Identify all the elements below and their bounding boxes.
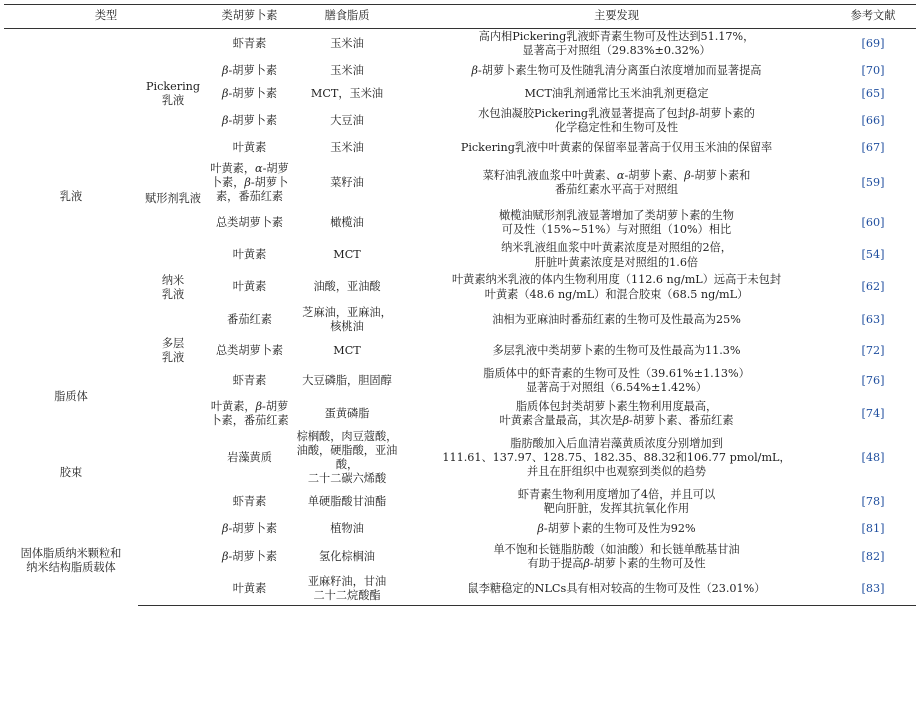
- table-row: [4, 540, 916, 573]
- carotenoid-cell: 叶黄素: [232, 140, 267, 154]
- carotenoid-cell: 番茄红素: [227, 312, 272, 326]
- empty-subcategory-cell: [138, 398, 208, 430]
- finding-cell: 水包油凝胶Pickering乳液显著提高了包封β-胡萝卜素的 化学稳定性和生物可及性: [478, 106, 755, 134]
- header-carotenoid: 类胡萝卜素: [221, 9, 278, 23]
- lipid-cell: MCT，玉米油: [310, 86, 384, 100]
- ref-cell: [74]: [861, 406, 885, 420]
- lipid-cell: 植物油: [330, 521, 364, 535]
- carotenoid-cell: 虾青素: [232, 374, 267, 388]
- header-finding: 主要发现: [403, 5, 830, 29]
- ref-cell: [67]: [861, 140, 885, 154]
- lipid-cell: 单硬脂酸甘油酯: [307, 494, 387, 508]
- empty-subcategory-cell: [138, 430, 208, 486]
- finding-cell: 单不饱和长链脂肪酸（如油酸）和长链单酰基甘油 有助于提高β-胡萝卜素的生物可及性: [493, 542, 740, 570]
- category-cell: 乳液: [59, 189, 83, 203]
- carotenoid-cell: 总类胡萝卜素: [215, 343, 284, 357]
- header-ref: 参考文献: [830, 5, 916, 29]
- carotenoid-cell: β-胡萝卜素: [222, 86, 278, 100]
- empty-subcategory-cell: [138, 573, 208, 605]
- lipid-cell: 大豆磷脂，胆固醇: [302, 374, 392, 388]
- finding-cell: 脂质体中的虾青素的生物可及性（39.61%±1.13%） 显著高于对照组（6.54%±1.42%）: [483, 367, 750, 395]
- carotenoid-cell: β-胡萝卜素: [222, 549, 278, 563]
- ref-cell: [66]: [861, 113, 885, 127]
- finding-cell: 虾青素生物利用度增加了4倍，并且可以 靶向肝脏，发挥其抗氧化作用: [517, 487, 716, 515]
- table-row: [4, 430, 916, 486]
- carotenoid-cell: 岩藻黄质: [227, 450, 272, 464]
- table-row: [4, 573, 916, 605]
- table-row: [4, 486, 916, 517]
- finding-cell: 脂肪酸加入后血清岩藻黄质浓度分别增加到 111.61、137.97、128.75、182.35、88.32和106.77 pmol/mL， 并且在肝组织中也观察到类似的趋势: [442, 436, 791, 478]
- ref-cell: [70]: [861, 63, 885, 77]
- carotenoid-cell: β-胡萝卜素: [222, 113, 278, 127]
- table-row: [4, 398, 916, 430]
- lipid-cell: 棕榈酸，肉豆蔻酸， 油酸，硬脂酸，亚油酸， 二十二碳六烯酸: [296, 429, 398, 486]
- table-row: [4, 365, 916, 398]
- header-row: [4, 5, 916, 29]
- header-carotenoid-lipid: [208, 5, 403, 29]
- data-table: [4, 4, 916, 606]
- subcategory-cell: 赋形剂乳液: [145, 192, 201, 206]
- lipid-cell: 大豆油: [330, 113, 364, 127]
- lipid-cell: 油酸，亚油酸: [313, 280, 381, 294]
- subcategory-cell: Pickering 乳液: [145, 80, 201, 108]
- ref-cell: [62]: [861, 280, 885, 294]
- category-cell: 脂质体: [54, 390, 88, 404]
- finding-cell: 菜籽油乳液血浆中叶黄素、α-胡萝卜素、β-胡萝卜素和 番茄红素水平高于对照组: [482, 168, 751, 196]
- carotenoid-cell: 叶黄素: [232, 280, 267, 294]
- carotenoid-cell: 总类胡萝卜素: [215, 215, 284, 229]
- carotenoid-cell: 虾青素: [232, 37, 267, 51]
- header-lipid: 膳食脂质: [324, 9, 370, 23]
- table-row: [4, 240, 916, 272]
- ref-cell: [54]: [861, 248, 885, 262]
- lipid-cell: 菜籽油: [330, 175, 364, 189]
- finding-cell: β-胡萝卜素生物可及性随乳清分离蛋白浓度增加而显著提高: [471, 63, 762, 77]
- carotenoid-cell: β-胡萝卜素: [222, 63, 278, 77]
- carotenoid-cell: 叶黄素: [232, 248, 267, 262]
- lipid-cell: 橄榄油: [330, 215, 364, 229]
- lipid-cell: 玉米油: [330, 140, 364, 154]
- table-row: [4, 29, 916, 60]
- lipid-cell: 亚麻籽油，甘油 二十二烷酸酯: [291, 573, 403, 605]
- category-cell: 固体脂质纳米颗粒和 纳米结构脂质载体: [20, 547, 122, 575]
- ref-cell: [76]: [861, 374, 885, 388]
- category-cell: 胶束: [59, 466, 83, 480]
- lipid-cell: 玉米油: [330, 63, 364, 77]
- header-type: 类型: [4, 5, 208, 29]
- ref-cell: [69]: [861, 37, 885, 51]
- lipid-cell: MCT: [333, 343, 361, 357]
- empty-subcategory-cell: [138, 517, 208, 540]
- finding-cell: 脂质体包封类胡萝卜素生物利用度最高， 叶黄素含量最高，其次是β-胡萝卜素、番茄红素: [499, 399, 734, 427]
- ref-cell: [83]: [830, 573, 916, 605]
- carotenoid-cell: 叶黄素: [208, 573, 291, 605]
- finding-cell: Pickering乳液中叶黄素的保留率显著高于仅用玉米油的保留率: [460, 140, 773, 154]
- ref-cell: [65]: [861, 86, 885, 100]
- ref-cell: [60]: [861, 215, 885, 229]
- empty-subcategory-cell: [138, 486, 208, 517]
- lipid-cell: 玉米油: [330, 37, 364, 51]
- carotenoid-cell: 虾青素: [232, 494, 267, 508]
- ref-cell: [72]: [861, 343, 885, 357]
- lipid-cell: 蛋黄磷脂: [324, 406, 370, 420]
- finding-cell: 油相为亚麻油时番茄红素的生物可及性最高为25%: [492, 312, 741, 326]
- lipid-cell: 芝麻油，亚麻油， 核桃油: [302, 305, 392, 333]
- subcategory-cell: 多层 乳液: [161, 336, 185, 364]
- finding-cell: 橄榄油赋形剂乳液显著增加了类胡萝卜素的生物 可及性（15%~51%）与对照组（10%）相比: [499, 208, 734, 236]
- table-row: [4, 160, 916, 207]
- table-row: [4, 337, 916, 365]
- ref-cell: [48]: [861, 450, 885, 464]
- empty-subcategory-cell: [138, 365, 208, 398]
- ref-cell: [78]: [861, 494, 885, 508]
- ref-cell: [82]: [861, 549, 885, 563]
- ref-cell: [81]: [861, 521, 885, 535]
- finding-cell: β-胡萝卜素的生物可及性为92%: [537, 521, 696, 535]
- finding-cell: 多层乳液中类胡萝卜素的生物可及性最高为11.3%: [492, 343, 741, 357]
- finding-cell: 叶黄素纳米乳液的体内生物利用度（112.6 ng/mL）远高于未包封 叶黄素（48.6 ng/mL）和混合胶束（68.5 ng/mL）: [451, 273, 782, 301]
- ref-cell: [63]: [861, 312, 885, 326]
- carotenoid-cell: 叶黄素，β-胡萝 卜素，番茄红素: [210, 399, 289, 427]
- ref-cell: [59]: [861, 175, 885, 189]
- finding-cell: 高内相Pickering乳液虾青素生物可及性达到51.17%， 显著高于对照组（29.83%±0.32%）: [478, 30, 755, 58]
- lipid-cell: 氢化棕榈油: [319, 549, 375, 563]
- empty-subcategory-cell: [138, 540, 208, 573]
- finding-cell: 纳米乳液组血浆中叶黄素浓度是对照组的2倍， 肝脏叶黄素浓度是对照组的1.6倍: [501, 241, 732, 269]
- finding-cell: MCT油乳剂通常比玉米油乳剂更稳定: [524, 86, 709, 100]
- carotenoid-cell: β-胡萝卜素: [222, 521, 278, 535]
- finding-cell: 鼠李糖稳定的NLCs具有相对较高的生物可及性（23.01%）: [403, 573, 830, 605]
- lipid-cell: MCT: [333, 248, 361, 262]
- carotenoid-cell: 叶黄素，α-胡萝 卜素，β-胡萝卜 素，番茄红素: [210, 161, 289, 204]
- subcategory-cell: 纳米 乳液: [161, 273, 185, 301]
- table-row: [4, 517, 916, 540]
